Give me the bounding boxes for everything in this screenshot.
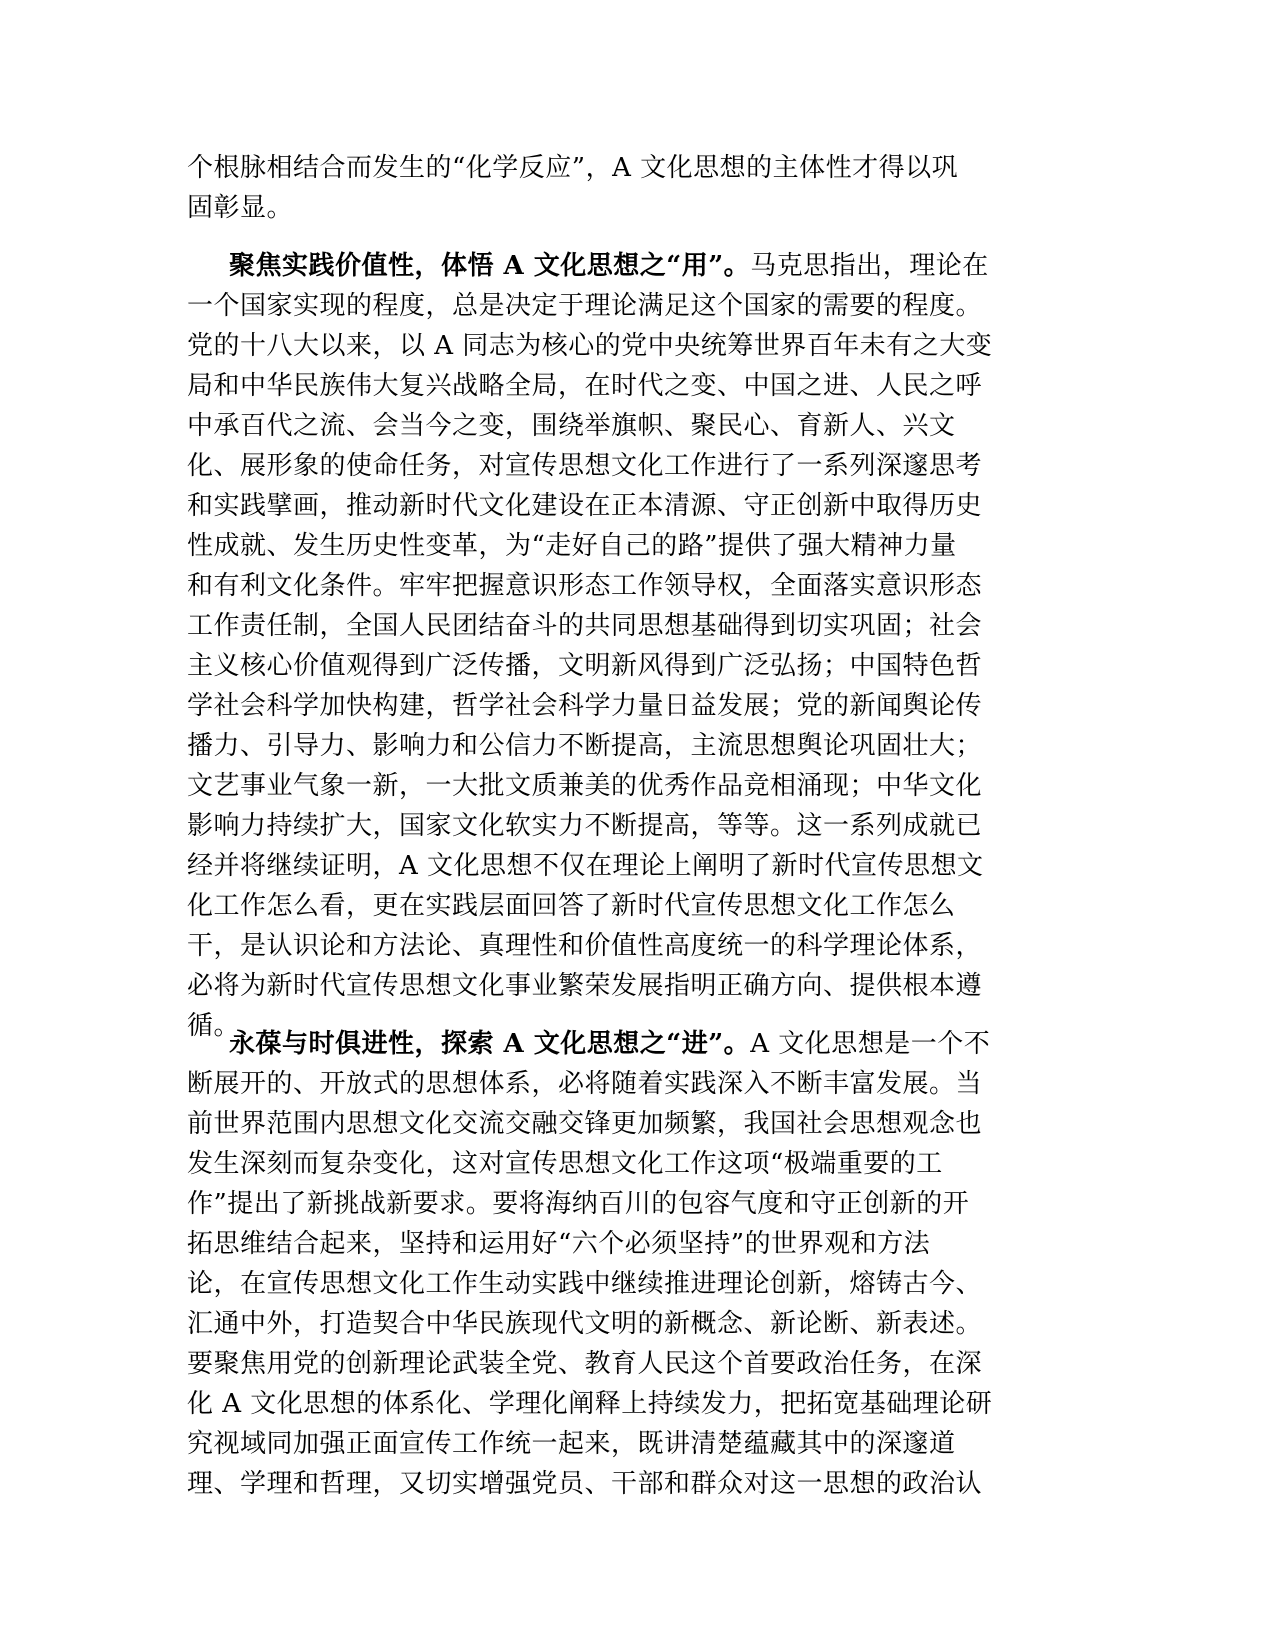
text-line: 中承百代之流、会当今之变，围绕举旗帜、聚民心、育新人、兴文 bbox=[187, 411, 956, 441]
paragraph-3 bbox=[187, 1024, 1087, 1504]
paragraph-2 bbox=[187, 246, 1087, 1046]
text-line: 前世界范围内思想文化交流交融交锋更加频繁，我国社会思想观念也 bbox=[187, 1109, 983, 1139]
text-line: 化工作怎么看，更在实践层面回答了新时代宣传思想文化工作怎么 bbox=[187, 891, 956, 921]
text-line: 和有利文化条件。牢牢把握意识形态工作领导权，全面落实意识形态 bbox=[187, 571, 983, 601]
text-line: 主义核心价值观得到广泛传播，文明新风得到广泛弘扬；中国特色哲 bbox=[187, 651, 983, 681]
text-line: 个根脉相结合而发生的“化学反应”，A 文化思想的主体性才得以巩 bbox=[187, 153, 959, 183]
text-line: 文艺事业气象一新，一大批文质兼美的优秀作品竞相涌现；中华文化 bbox=[187, 771, 983, 801]
text-line: 论，在宣传思想文化工作生动实践中继续推进理论创新，熔铸古今、 bbox=[187, 1269, 983, 1299]
paragraph-3-body bbox=[187, 1024, 1087, 1504]
text-line: 工作责任制，全国人民团结奋斗的共同思想基础得到切实巩固；社会 bbox=[187, 611, 983, 641]
text-line: 固彰显。 bbox=[187, 193, 294, 223]
text-line: 发生深刻而复杂变化，这对宣传思想文化工作这项“极端重要的工 bbox=[187, 1149, 943, 1179]
text-line: 局和中华民族伟大复兴战略全局，在时代之变、中国之进、人民之呼 bbox=[187, 371, 983, 401]
paragraph-heading: 聚焦实践价值性，体悟 A 文化思想之“用”。 bbox=[229, 251, 751, 281]
text-line: 作”提出了新挑战新要求。要将海纳百川的包容气度和守正创新的开 bbox=[187, 1189, 970, 1219]
text-line: 化、展形象的使命任务，对宣传思想文化工作进行了一系列深邃思考 bbox=[187, 451, 983, 481]
text-line: 一个国家实现的程度，总是决定于理论满足这个国家的需要的程度。 bbox=[187, 291, 983, 321]
text-line: 学社会科学加快构建，哲学社会科学力量日益发展；党的新闻舆论传 bbox=[187, 691, 983, 721]
text-line: 究视域同加强正面宣传工作统一起来，既讲清楚蕴藏其中的深邃道 bbox=[187, 1429, 956, 1459]
text-line: 影响力持续扩大，国家文化软实力不断提高，等等。这一系列成就已 bbox=[187, 811, 983, 841]
text-line: 经并将继续证明，A 文化思想不仅在理论上阐明了新时代宣传思想文 bbox=[187, 851, 984, 881]
paragraph-2-body bbox=[187, 246, 1087, 1046]
text-line: 理、学理和哲理，又切实增强党员、干部和群众对这一思想的政治认 bbox=[187, 1469, 983, 1499]
text-line: 拓思维结合起来，坚持和运用好“六个必须坚持”的世界观和方法 bbox=[187, 1229, 931, 1259]
paragraph-1 bbox=[187, 148, 1087, 228]
text-line: 党的十八大以来，以 A 同志为核心的党中央统筹世界百年未有之大变 bbox=[187, 331, 993, 361]
paragraph-2-first-line bbox=[187, 246, 1087, 286]
text-line: 化 A 文化思想的体系化、学理化阐释上持续发力，把拓宽基础理论研 bbox=[187, 1389, 993, 1419]
text-line: 和实践擘画，推动新时代文化建设在正本清源、守正创新中取得历史 bbox=[187, 491, 983, 521]
text-line: 循。 bbox=[187, 1011, 241, 1041]
text-line: 性成就、发生历史性变革，为“走好自己的路”提供了强大精神力量 bbox=[187, 531, 957, 561]
text-line: 要聚焦用党的创新理论武装全党、教育人民这个首要政治任务，在深 bbox=[187, 1349, 983, 1379]
paragraph-1-body bbox=[187, 148, 1087, 228]
paragraph-heading: 永葆与时俱进性，探索 A 文化思想之“进”。 bbox=[229, 1029, 751, 1059]
text-line: 播力、引导力、影响力和公信力不断提高，主流思想舆论巩固壮大； bbox=[187, 731, 983, 761]
text-line: 干，是认识论和方法论、真理性和价值性高度统一的科学理论体系， bbox=[187, 931, 983, 961]
text-line: 汇通中外，打造契合中华民族现代文明的新概念、新论断、新表述。 bbox=[187, 1309, 983, 1339]
text-run: A 文化思想是一个不 bbox=[750, 1029, 991, 1059]
paragraph-3-first-line bbox=[187, 1024, 1087, 1064]
text-line: 断展开的、开放式的思想体系，必将随着实践深入不断丰富发展。当 bbox=[187, 1069, 983, 1099]
text-run: 马克思指出，理论在 bbox=[750, 251, 989, 281]
text-line: 必将为新时代宣传思想文化事业繁荣发展指明正确方向、提供根本遵 bbox=[187, 971, 983, 1001]
